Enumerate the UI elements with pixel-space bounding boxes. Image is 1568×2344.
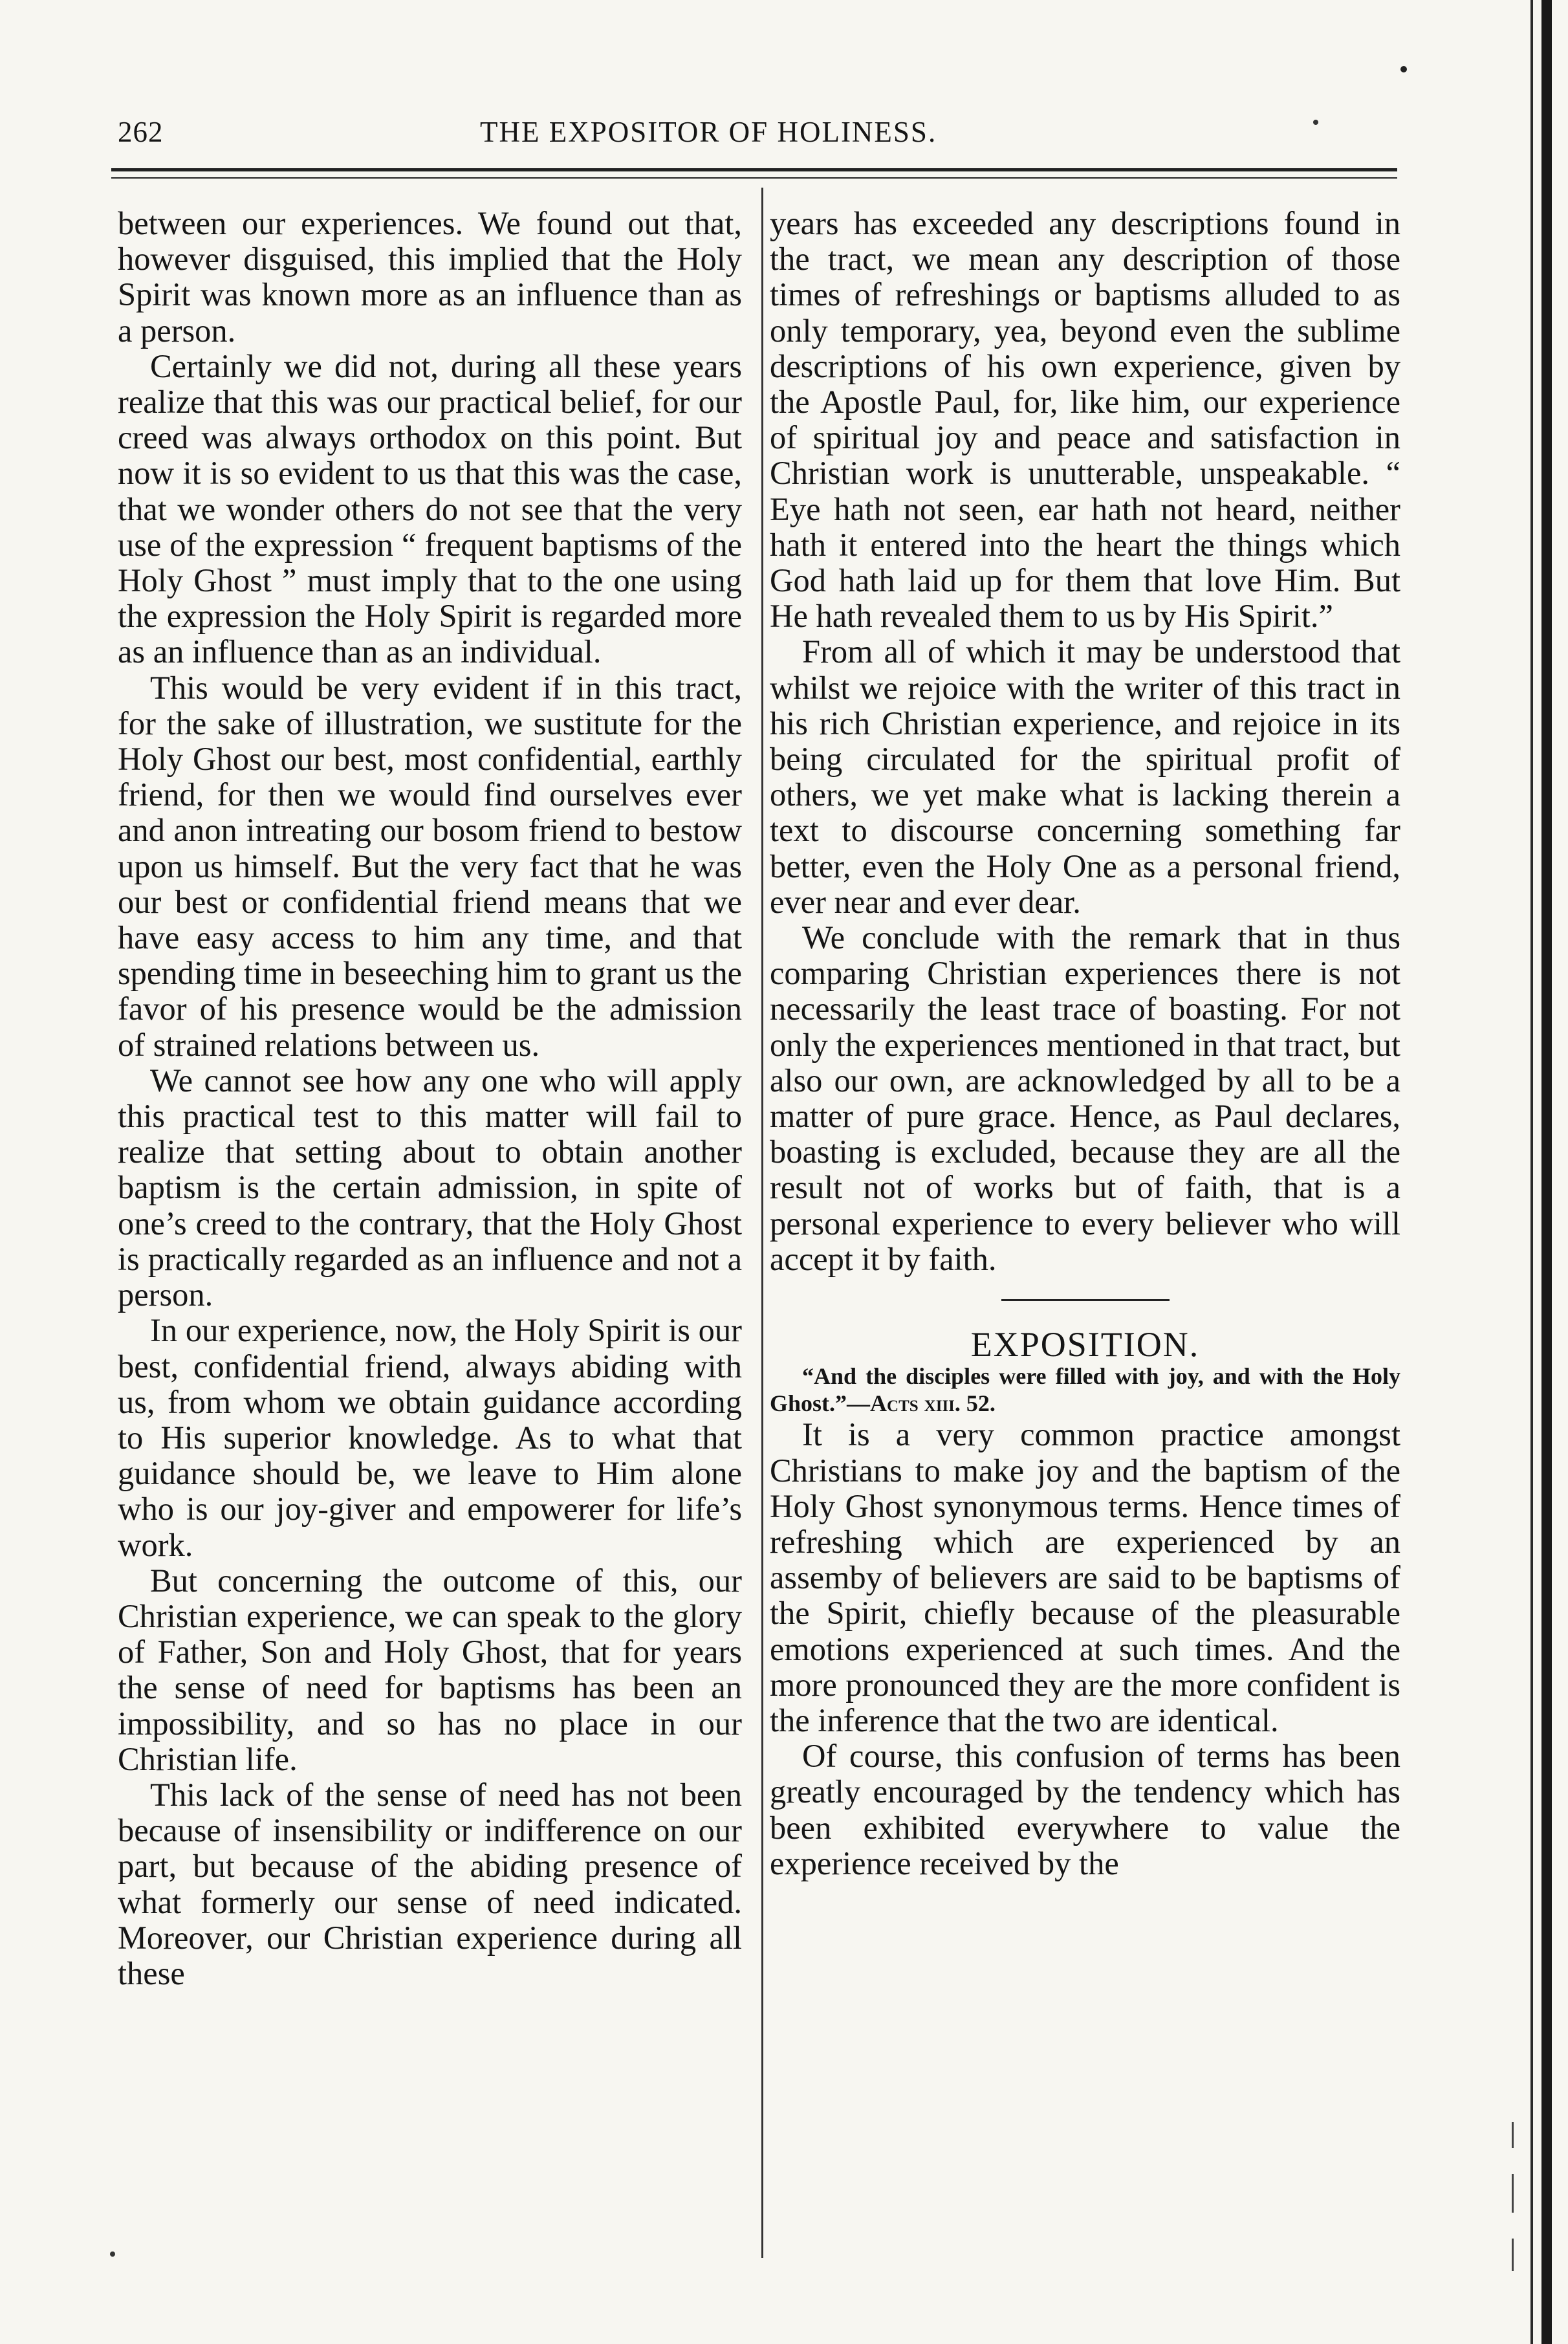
epigraph-text: “And the disciples were filled with joy, and with the Holy Ghost.”— <box>770 1363 1400 1417</box>
paragraph: This lack of the sense of need has not been because of insensibility or indifference on our part, but because of the abiding presence of what formerly our sense of need indicated. Moreover, our Christian experience during all these <box>118 1776 742 1991</box>
page-header <box>118 115 1397 167</box>
speck-mark <box>110 2251 115 2257</box>
running-title: THE EXPOSITOR OF HOLINESS. <box>480 116 937 148</box>
section-divider <box>1001 1299 1170 1301</box>
paragraph: Certainly we did not, during all these years realize that this was our practical belief, for our creed was always orthodox on this point. But now it is so evident to us that this was the case, that we wonder others do not see that the very use of the expression “ frequent baptisms of the Holy Ghost ” must imply that to the one using the expression the Holy Spirit is regarded more as an influence than as an individual. <box>118 347 742 670</box>
paragraph: Of course, this confusion of terms has been greatly encouraged by the tendency which has been exhibited everywhere to value the experience received by the <box>770 1738 1400 1881</box>
paragraph: But concerning the outcome of this, our Christian experience, we can speak to the glory of Father, Son and Holy Ghost, that for years the sense of need for baptisms has been an impossibility, and so has no place in our Christian life. <box>118 1562 742 1777</box>
paragraph: It is a very common practice amongst Christians to make joy and the baptism of the Holy Ghost synonymous terms. Hence times of refreshing which are experienced by an assemby of believers are said to be baptisms of the Spirit, chiefly because of the pleasurable emotions experienced at such times. And the more pronounced they are the more confident is the inference that the two are identical. <box>770 1416 1400 1738</box>
header-rule-thin <box>111 177 1397 179</box>
edge-tick <box>1512 2122 1514 2148</box>
left-column <box>118 206 742 1991</box>
binding-edge-line <box>1530 0 1533 2344</box>
header-rule-thick <box>111 168 1397 171</box>
paragraph: We conclude with the remark that in thus comparing Christian experiences there is not necessarily the least trace of boasting. For not only the experiences mentioned in that tract, but also our own, are acknowledged by all to be a matter of pure grace. Hence, as Paul declares, boasting is excluded, because they are all the result not of works but of faith, that is a personal experience to every believer who will accept it by faith. <box>770 919 1400 1277</box>
epigraph-reference: Acts xiii. 52. <box>870 1390 996 1417</box>
section-heading: EXPOSITION. <box>970 1325 1200 1364</box>
paragraph: This would be very evident if in this tract, for the sake of illustration, we sustitute for the Holy Ghost our best, most confidential, earthly friend, for then we would find ourselves ever and anon intreating our bosom friend to bestow upon us himself. But the very fact that he was our best or confidential friend means that we have easy access to him any time, and that spending time in beseeching him to grant us the favor of his presence would be the admission of strained relations between us. <box>118 669 742 1063</box>
paragraph: years has exceeded any descriptions found in the tract, we mean any description of those times of refreshings or baptisms alluded to as only temporary, yea, beyond even the sublime descriptions of his own experience, given by the Apostle Paul, for, like him, our experience of spiritual joy and peace and satisfaction in Christian work is unutterable, unspeakable. “ Eye hath not seen, ear hath not heard, neither hath it entered into the heart the things which God hath laid up for them that love Him. But He hath revealed them to us by His Spirit.” <box>770 205 1400 635</box>
binding-edge <box>1541 0 1552 2344</box>
epigraph <box>770 1363 1400 1417</box>
edge-tick <box>1512 2174 1514 2213</box>
page-number: 262 <box>118 116 164 148</box>
paragraph: From all of which it may be understood that whilst we rejoice with the writer of this tract in his rich Christian experience, and rejoice in its being circulated for the spiritual profit of others, we yet make what is lacking therein a text to discourse concerning something far better, even the Holy One as a personal friend, ever near and ever dear. <box>770 633 1400 920</box>
paragraph: between our experiences. We found out that, however disguised, this implied that the Holy Spirit was known more as an influence than as a person. <box>118 205 742 349</box>
paragraph: In our experience, now, the Holy Spirit is our best, confidential friend, always abiding with us, from whom we obtain guidance according to His superior knowledge. As to what that guidance should be, we leave to Him alone who is our joy-giver and empowerer for life’s work. <box>118 1312 742 1563</box>
speck-mark <box>1400 66 1407 72</box>
column-divider <box>761 188 763 2258</box>
paragraph: We cannot see how any one who will apply this practical test to this matter will fail to realize that setting about to obtain another baptism is the certain admission, in spite of one’s creed to the contrary, that the Holy Ghost is practically regarded as an influence and not a person. <box>118 1062 742 1313</box>
right-column <box>770 206 1400 1881</box>
edge-tick <box>1512 2239 1514 2271</box>
